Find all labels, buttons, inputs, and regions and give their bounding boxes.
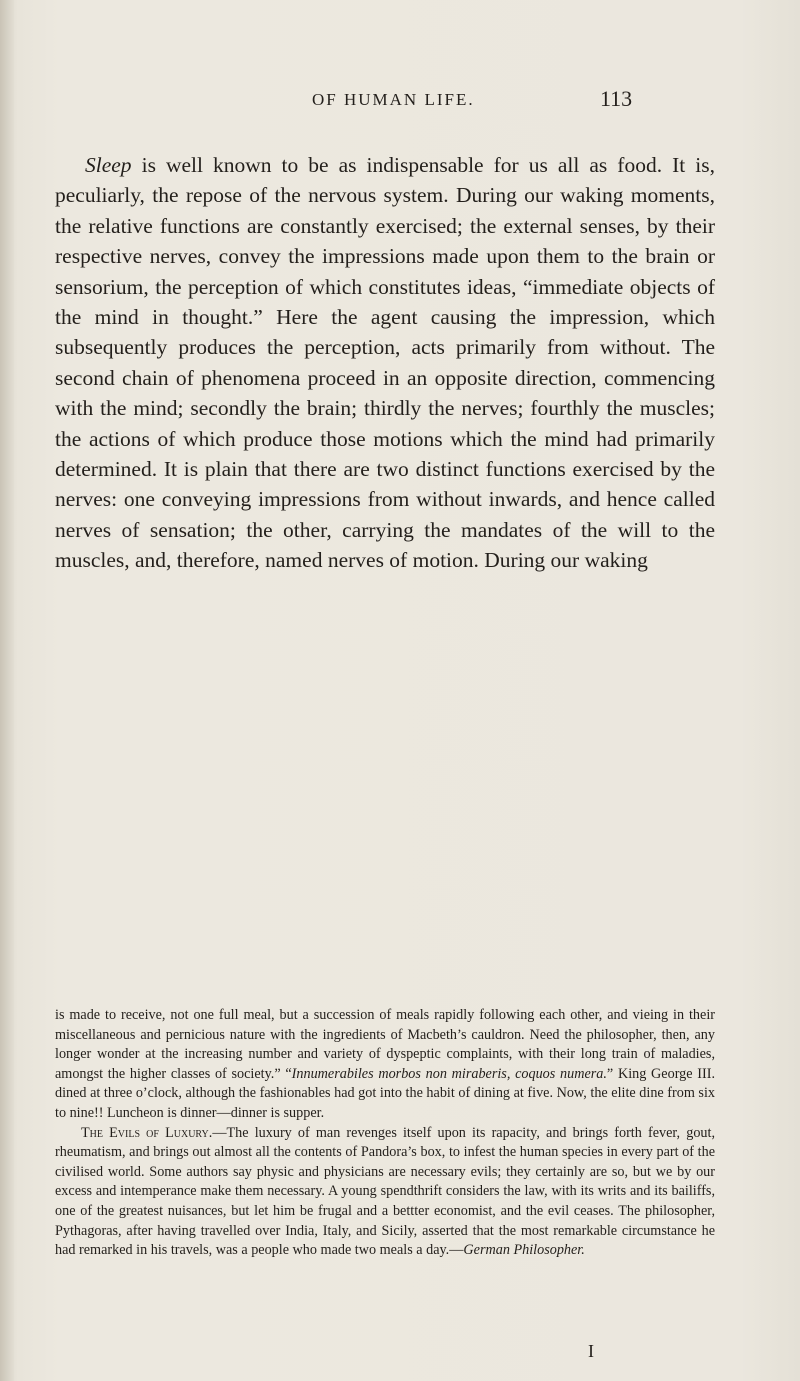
footnote-paragraph-1 (55, 1006, 715, 1124)
page-header (0, 86, 800, 116)
source-attribution: German Philosopher. (463, 1242, 585, 1259)
footnote-block (55, 1006, 715, 1261)
footnote-text-tail: ” King George III. dined at three o’clock, although the fashionables had got into the habit of dining at five. Now, the elite dine from six to nine!! Luncheon is dinner—dinner is supper. (55, 1065, 715, 1121)
running-head: OF HUMAN LIFE. (312, 90, 475, 109)
footnote-text: —The luxury of man revenges itself upon its rapacity, and brings forth fever, gout, rheumatism, and brings out almost all the contents of Pandora’s box, to infest the human species in every part of the civilised world. Some authors say physic and physicians are necessary evils; they certainly are so, but we by our excess and intemperance make them necessary. A young spendthrift considers the law, with its writs and its bailiffs, one of the greatest nuisances, but let him be frugal and a bettter economist, and the evil ceases. The philosopher, Pythagoras, after having travelled over India, Italy, and Sicily, asserted that the most remarkable circumstance he had remarked in his travels, was a people who made two meals a day.— (55, 1124, 716, 1259)
signature-mark: I (588, 1341, 594, 1361)
main-body-text: is well known to be as indispensable for us all as food. It is, peculiarly, the repose of the nervous system. During our waking moments, the relative functions are constantly exercised; the external senses, by their respective nerves, convey the impressions made upon them to the brain or sensorium, the perception of which constitutes ideas, “immediate objects of the mind in thought.” Here the agent causing the impression, which subsequently produces the perception, acts primarily from without. The second chain of phenomena proceed in an opposite direction, commencing with the mind; secondly the brain; thirdly the nerves; fourthly the muscles; the actions of which produce those motions which the mind had primarily determined. It is plain that there are two distinct functions exercised by the nerves: one conveying impressions from without inwards, and hence called nerves of sensation; the other, carrying the mandates of the will to the muscles, and, therefore, named nerves of motion. During our waking (55, 153, 715, 573)
lead-word: Sleep (85, 153, 132, 177)
section-heading: The Evils of Luxury. (81, 1124, 213, 1141)
footnote-paragraph-2 (55, 1124, 715, 1261)
latin-quote: Innumerabiles morbos non miraberis, coquos numera. (291, 1065, 607, 1082)
page-binding-edge (0, 0, 14, 1381)
page-number: 113 (600, 86, 633, 111)
main-paragraph (55, 150, 715, 576)
footnote-text: is made to receive, not one full meal, but a succession of meals rapidly following each other, and vieing in their miscellaneous and pernicious nature with the ingredients of Macbeth’s cauldron. Need the philosopher, then, any longer wonder at the increasing number and variety of dyspeptic complaints, with their long train of maladies, amongst the higher classes of society.” “ (55, 1007, 715, 1082)
